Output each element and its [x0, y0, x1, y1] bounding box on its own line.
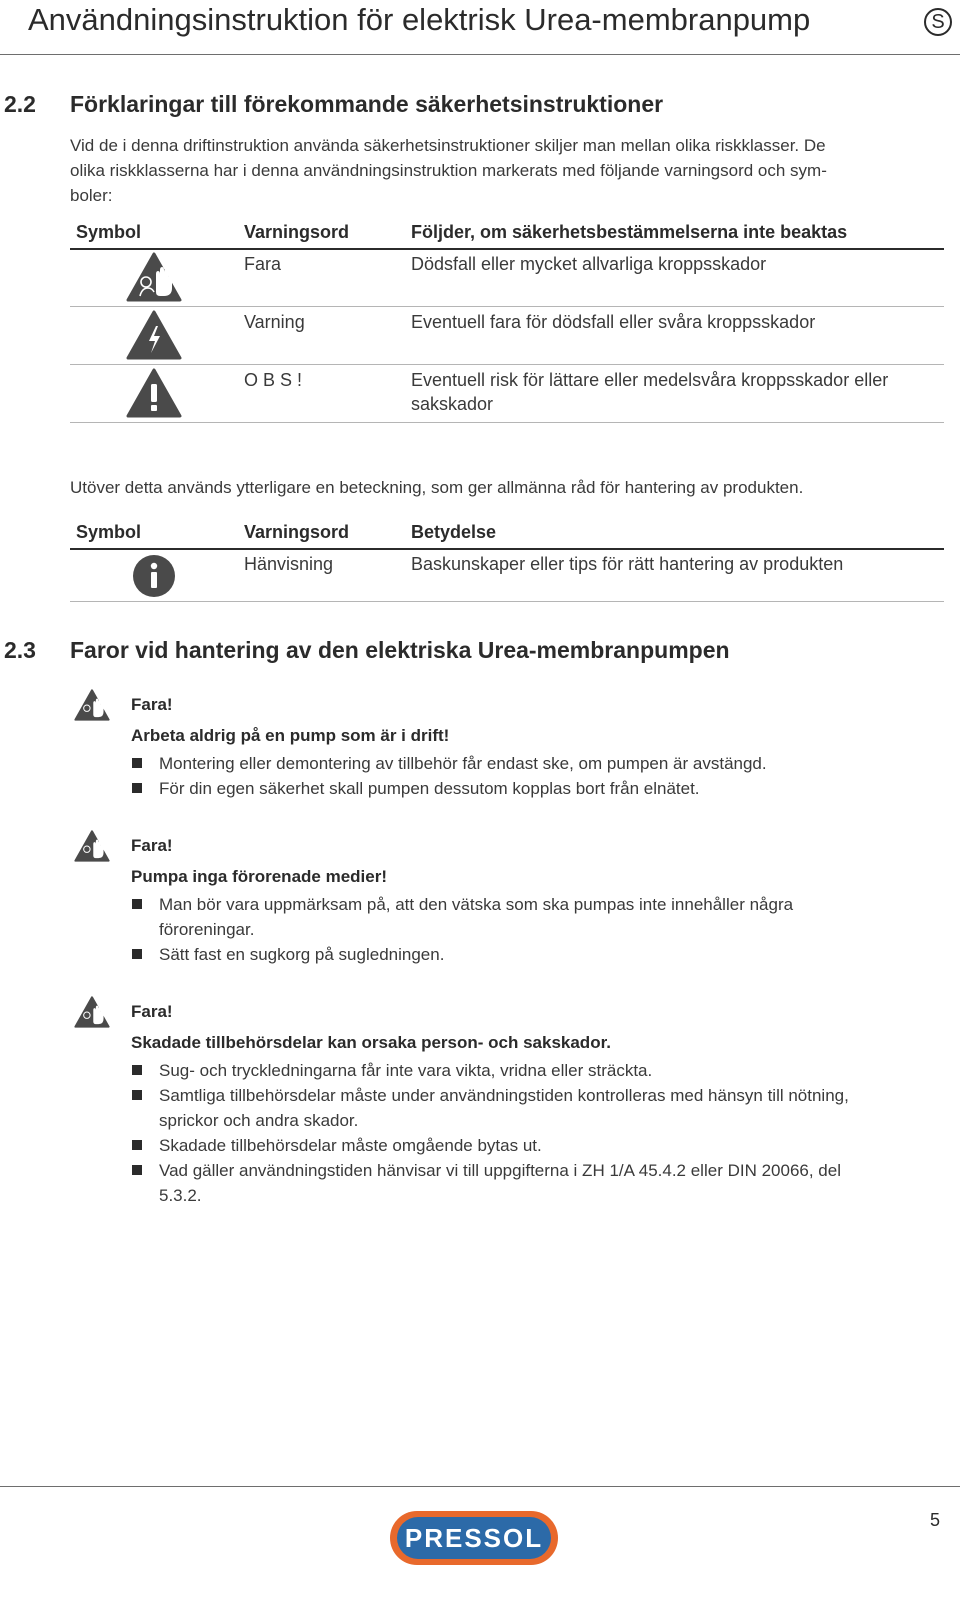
table-cell-word: O B S !: [244, 370, 303, 390]
bullet-square-icon: [132, 1065, 142, 1075]
column-header-consequences: Följder, om säkerhetsbestämmelserna inte beaktas: [411, 222, 848, 242]
warning-bullet-list: [131, 751, 931, 801]
column-header-warning-word: Varningsord: [244, 222, 350, 242]
bullet-square-icon: [132, 949, 142, 959]
additional-note-text: Utöver detta används ytterligare en beteckning, som ger allmänna råd för hantering av produkten.: [70, 478, 804, 497]
section-title: Förklaringar till förekommande säkerhetsinstruktioner: [70, 91, 664, 117]
list-item: [131, 1158, 931, 1208]
info-symbol-table: [70, 522, 944, 604]
warning-label: Fara!: [131, 836, 173, 855]
table-header-rule: [70, 248, 944, 250]
bullet-text: Skadade tillbehörsdelar måste omgående bytas ut.: [159, 1136, 542, 1155]
info-icon: [132, 554, 176, 603]
column-header-symbol: Symbol: [76, 522, 142, 542]
warning-block: [70, 1002, 940, 1212]
bullet-text: Man bör vara uppmärksam på, att den vätska som ska pumpas inte innehåller några: [159, 895, 794, 914]
table-cell-meaning: Baskunskaper eller tips för rätt hantering av produkten: [411, 554, 844, 574]
header-divider: [0, 54, 960, 55]
warning-block: [70, 836, 940, 966]
bullet-square-icon: [132, 1165, 142, 1175]
warning-bullet-list: [131, 892, 931, 967]
intro-line: boler:: [70, 186, 113, 205]
warning-heading: Pumpa inga förorenade medier!: [131, 867, 387, 886]
warning-block: [70, 695, 940, 805]
page-number: 5: [930, 1510, 941, 1530]
danger-hand-icon: [74, 996, 110, 1033]
danger-hand-icon: [74, 689, 110, 726]
table-row-divider: [70, 364, 944, 365]
section-number: 2.3: [4, 637, 36, 663]
bullet-text: Sätt fast en sugkorg på sugledningen.: [159, 945, 445, 964]
list-item: [131, 892, 931, 942]
pressol-logo: [390, 1511, 558, 1565]
table-cell-word: Varning: [244, 312, 305, 332]
danger-hand-icon: [74, 830, 110, 867]
table-cell-consequence: [411, 368, 888, 416]
list-item: [131, 1133, 931, 1158]
section-title: Faror vid hantering av den elektriska Urea-membranpumpen: [70, 637, 730, 663]
warning-heading: Skadade tillbehörsdelar kan orsaka person- och sakskador.: [131, 1033, 611, 1052]
column-header-warning-word: Varningsord: [244, 522, 350, 542]
consequence-line: sakskador: [411, 394, 494, 414]
table-cell-word: Fara: [244, 254, 282, 274]
danger-hand-icon: [126, 252, 182, 307]
bullet-square-icon: [132, 1140, 142, 1150]
section-number: 2.2: [4, 91, 36, 117]
table-cell-consequence: Eventuell fara för dödsfall eller svåra kroppsskador: [411, 312, 816, 332]
bullet-text: För din egen säkerhet skall pumpen dessutom kopplas bort från elnätet.: [159, 779, 700, 798]
bullet-text: 5.3.2.: [159, 1186, 202, 1205]
list-item: [131, 1058, 931, 1083]
intro-line: Vid de i denna driftinstruktion använda säkerhetsinstruktioner skiljer man mellan olika riskklasser. De: [70, 136, 826, 155]
bullet-text: föroreningar.: [159, 920, 255, 939]
list-item: [131, 776, 931, 801]
column-header-symbol: Symbol: [76, 222, 142, 242]
bullet-text: Sug- och tryckledningarna får inte vara vikta, vridna eller sträckta.: [159, 1061, 653, 1080]
consequence-line: Eventuell risk för lättare eller medelsvåra kroppsskador eller: [411, 370, 889, 390]
exclamation-warning-icon: [126, 368, 182, 423]
bullet-text: sprickor och andra skador.: [159, 1111, 359, 1130]
bullet-square-icon: [132, 758, 142, 768]
table-row-divider: [70, 306, 944, 307]
table-bottom-rule: [70, 422, 944, 423]
column-header-meaning: Betydelse: [411, 522, 497, 542]
list-item: [131, 1083, 931, 1133]
bullet-text: Vad gäller användningstiden hänvisar vi till uppgifterna i ZH 1/A 45.4.2 eller DIN 20066, del: [159, 1161, 841, 1180]
bullet-square-icon: [132, 783, 142, 793]
table-cell-word: Hänvisning: [244, 554, 334, 574]
footer-divider: [0, 1486, 960, 1487]
bullet-square-icon: [132, 1090, 142, 1100]
logo-text: PRESSOL: [397, 1517, 551, 1559]
warning-heading: Arbeta aldrig på en pump som är i drift!: [131, 726, 450, 745]
warning-label: Fara!: [131, 1002, 173, 1021]
bullet-square-icon: [132, 899, 142, 909]
table-cell-consequence: Dödsfall eller mycket allvarliga kroppsskador: [411, 254, 767, 274]
warning-bullet-list: [131, 1058, 931, 1208]
intro-paragraph: [70, 133, 940, 208]
bullet-text: Samtliga tillbehörsdelar måste under användningstiden kontrolleras med hänsyn till nötning,: [159, 1086, 849, 1105]
intro-line: olika riskklasserna har i denna användningsinstruktion markerats med följande varningsord och sym-: [70, 161, 827, 180]
risk-class-table: [70, 222, 944, 427]
electric-warning-icon: [126, 310, 182, 365]
table-bottom-rule: [70, 601, 944, 602]
page-title: Användningsinstruktion för elektrisk Urea-membranpump: [28, 2, 811, 37]
list-item: [131, 751, 931, 776]
language-badge: S: [924, 8, 952, 36]
bullet-text: Montering eller demontering av tillbehör får endast ske, om pumpen är avstängd.: [159, 754, 767, 773]
warning-label: Fara!: [131, 695, 173, 714]
list-item: [131, 942, 931, 967]
table-header-rule: [70, 548, 944, 550]
